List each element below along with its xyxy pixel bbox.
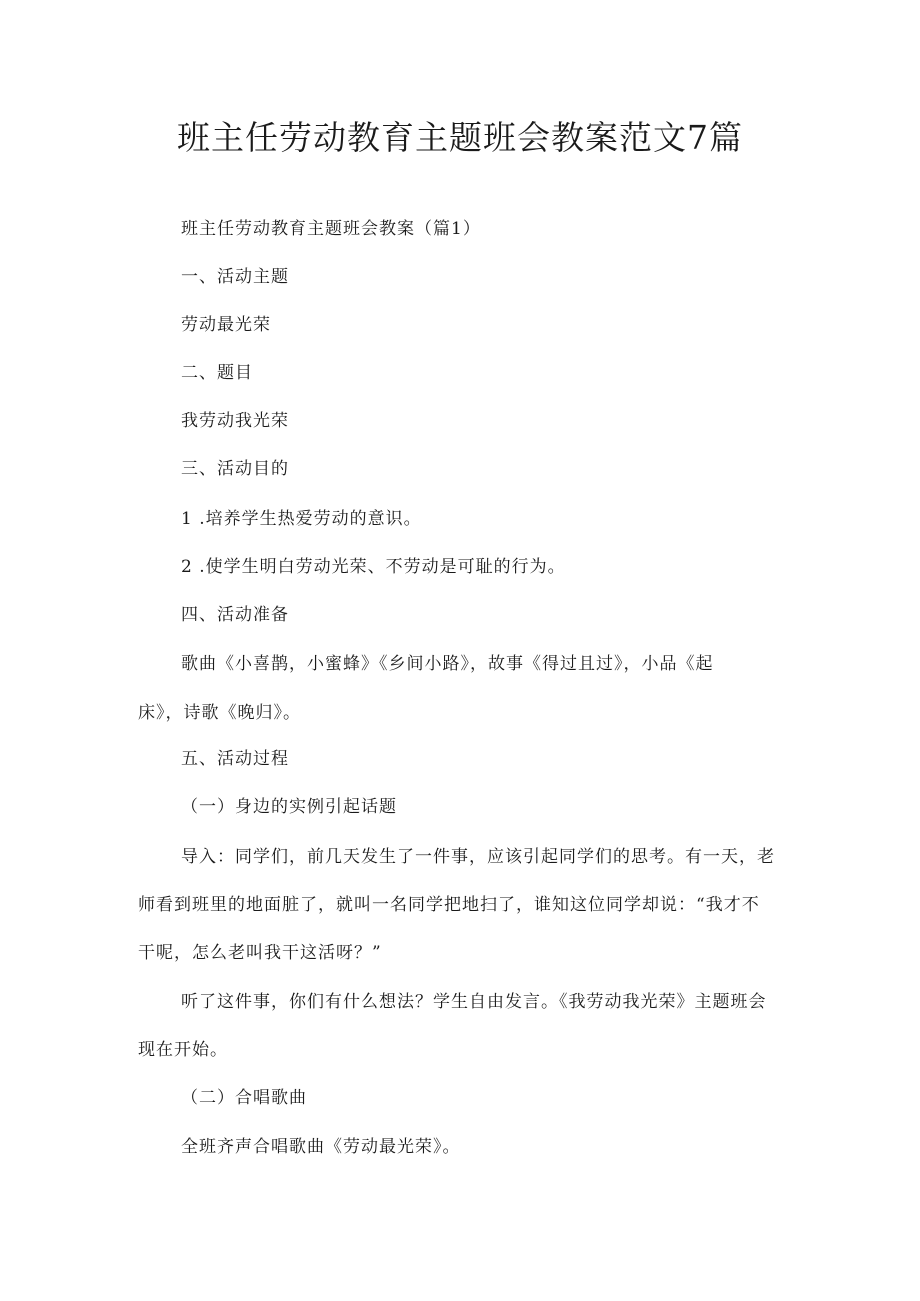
paragraph-line: 干呢，怎么老叫我干这活呀？”	[138, 943, 382, 963]
paragraph: 劳动最光荣	[181, 315, 271, 335]
subheading: （一）身边的实例引起话题	[181, 797, 397, 817]
heading-topic: 二、题目	[181, 363, 253, 383]
paragraph-line: 导入：同学们，前几天发生了一件事，应该引起同学们的思考。有一天，老	[181, 847, 775, 867]
paragraph: 全班齐声合唱歌曲《劳动最光荣》。	[181, 1137, 461, 1157]
paragraph-line: 听了这件事，你们有什么想法？学生自由发言。《我劳动我光荣》主题班会	[181, 992, 767, 1012]
paragraph-line: 现在开始。	[138, 1040, 228, 1060]
heading-activity-purpose: 三、活动目的	[181, 459, 289, 479]
list-item: 2 .使学生明白劳动光荣、不劳动是可耻的行为。	[181, 557, 566, 577]
heading-activity-preparation: 四、活动准备	[181, 605, 289, 625]
subheading: （二）合唱歌曲	[181, 1088, 307, 1108]
heading-activity-theme: 一、活动主题	[181, 267, 289, 287]
list-item: 1 .培养学生热爱劳动的意识。	[181, 509, 422, 529]
section-heading-lesson-1: 班主任劳动教育主题班会教案（篇1）	[181, 219, 481, 239]
paragraph-line: 床》，诗歌《晚归》。	[138, 703, 301, 723]
paragraph: 我劳动我光荣	[181, 411, 289, 431]
heading-activity-process: 五、活动过程	[181, 749, 289, 769]
document-title: 班主任劳动教育主题班会教案范文7篇	[177, 118, 743, 157]
paragraph-line: 歌曲《小喜鹊，小蜜蜂》《乡间小路》，故事《得过且过》，小品《起	[181, 654, 714, 674]
paragraph-line: 师看到班里的地面脏了，就叫一名同学把地扫了，谁知这位同学却说：“我才不	[138, 895, 760, 915]
